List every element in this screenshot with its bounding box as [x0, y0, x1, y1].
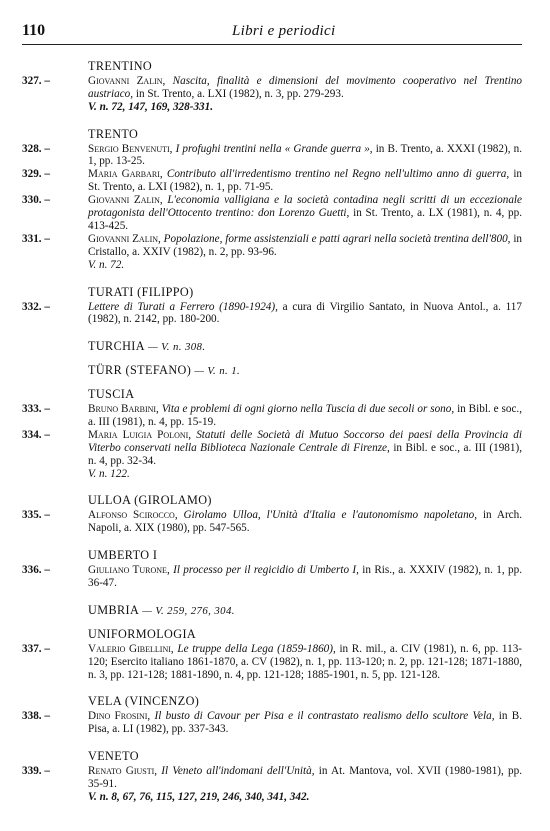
entry-author: Alfonso Scirocco, — [88, 509, 178, 522]
entry — [22, 233, 522, 272]
entry-title: Il Veneto all'indomani dell'Unità, — [161, 765, 315, 778]
cross-reference: — V. n. 1. — [191, 365, 241, 378]
entry-details: in At. Mantova, vol. XVII (1980-1981), pp. 35-91. — [88, 765, 523, 790]
heading-text: UMBRIA — [88, 602, 140, 617]
entry-number: 332. – — [22, 300, 50, 313]
entry-details: in Ris., a. XXXIV (1982), n. 1, pp. 36-47. — [88, 564, 523, 589]
section-heading: UNIFORMOLOGIA — [88, 626, 197, 641]
bibliography-list — [22, 60, 522, 818]
section-heading: UMBERTO I — [88, 548, 158, 563]
entry-author: Renato Giusti, — [88, 765, 158, 778]
entry-number: 329. – — [22, 168, 50, 181]
entry — [22, 765, 522, 804]
entry-details: in St. Trento, a. LX (1981), n. 4, pp. 413-425. — [88, 207, 522, 232]
entry-number: 333. – — [22, 403, 50, 416]
entry-details: in St. Trento, a. LXI (1982), n. 3, pp. 279-293. — [135, 87, 344, 100]
section-heading: TURATI (FILIPPO) — [88, 284, 194, 299]
entry-author: Bruno Barbini, — [88, 403, 159, 416]
section-ulloa — [22, 494, 522, 535]
heading-text: TURCHIA — [88, 339, 145, 354]
entry-author: Giovanni Zalin, — [88, 74, 166, 87]
entry — [22, 564, 522, 590]
cross-reference: — V. 259, 276, 304. — [139, 604, 235, 617]
section-heading — [22, 604, 522, 618]
entry-number: 337. – — [22, 642, 50, 655]
entry — [22, 301, 522, 327]
entry-title: Girolamo Ulloa, l'Unità d'Italia e l'autonomismo napoletano, — [183, 509, 478, 522]
entry — [22, 194, 522, 233]
section-uniformologia — [22, 628, 522, 682]
entry-details: in R. mil., a. CIV (1981), n. 6, pp. 113-120; Esercito italiano 1861-1870, a. CV (1982), n. 1, pp. 113-120; n. 2, pp. 121-128; 1871-1880, n. 3, pp. 121-128; 1881-1890, n. 4, pp. 121-128; 1885-1901, n. 5, pp. 121-128. — [88, 642, 523, 681]
section-vela — [22, 695, 522, 736]
entry-details: in Cristallo, a. XXIV (1982), n. 2, pp. 93-96. — [88, 232, 523, 258]
entry-author: Dino Frosini, — [88, 710, 151, 723]
entry — [22, 643, 522, 682]
entry-title: Nascita, finalità e dimensioni del movimento cooperativo nel Trentino austriaco, — [88, 74, 523, 100]
heading-text: TÜRR (STEFANO) — [88, 363, 192, 378]
section-heading: TUSCIA — [88, 387, 135, 402]
section-veneto — [22, 750, 522, 804]
cross-reference: — V. n. 308. — [144, 341, 206, 354]
entry-title: Il processo per il regicidio di Umberto I, — [173, 564, 359, 577]
section-heading — [22, 364, 522, 378]
entry — [22, 403, 522, 429]
entry-author: Giovanni Zalin, — [88, 194, 163, 207]
section-turchia — [22, 340, 522, 354]
section-heading — [22, 340, 522, 354]
section-umbria — [22, 604, 522, 618]
section-umberto — [22, 549, 522, 590]
entry — [22, 168, 522, 194]
section-tuscia — [22, 388, 522, 480]
entry-see-also: V. n. 72, 147, 169, 328-331. — [88, 100, 214, 113]
section-turati — [22, 286, 522, 327]
entry-author: Sergio Benvenuti, — [88, 142, 173, 155]
running-head — [22, 22, 522, 45]
entry-author: Maria Garbari, — [88, 168, 163, 181]
entry-details: in Arch. Napoli, a. XIX (1980), pp. 547-565. — [88, 509, 523, 535]
section-heading: TRENTINO — [88, 59, 153, 73]
entry-author: Giovanni Zalin, — [88, 232, 161, 245]
entry — [22, 509, 522, 535]
entry-title: Vita e problemi di ogni giorno nella Tuscia di due secoli or sono, — [161, 403, 455, 416]
entry — [22, 143, 522, 169]
entry-number: 334. – — [22, 428, 50, 441]
entry-see-also: V. n. 72. — [88, 258, 125, 271]
entry-title: Lettere di Turati a Ferrero (1890-1924), — [88, 300, 278, 313]
entry — [22, 429, 522, 481]
page-number: 110 — [22, 22, 46, 39]
section-turr — [22, 364, 522, 378]
section-trento — [22, 128, 522, 272]
entry — [22, 710, 522, 736]
entry-details: in Bibl. e soc., a. III (1981), n. 4, pp. 32-34. — [88, 441, 522, 467]
section-heading: VENETO — [88, 749, 139, 764]
section-heading: ULLOA (GIROLAMO) — [88, 493, 212, 508]
section-trentino — [22, 60, 522, 114]
entry-details: a cura di Virgilio Santato, in Nuova Antol., a. 117 (1982), n. 2142, pp. 180-200. — [88, 300, 522, 326]
entry-see-also: V. n. 122. — [88, 467, 130, 480]
entry-title: I profughi trentini nella « Grande guerra », — [175, 142, 373, 155]
entry-details: in St. Trento, a. LXI (1982), n. 1, pp. 71-95. — [88, 168, 523, 194]
entry-author: Maria Luigia Poloni, — [88, 428, 192, 441]
entry-number: 328. – — [22, 142, 50, 155]
entry-details: in Bibl. e soc., a. III (1981), n. 4, pp. 15-19. — [88, 403, 523, 428]
entry-title: Statuti delle Società di Mutuo Soccorso dei paesi della Provincia di Viterbo conservati nella Biblioteca Nazionale Centrale di Firenze, — [88, 428, 522, 454]
entry-number: 335. – — [22, 509, 50, 522]
section-heading: TRENTO — [88, 126, 139, 141]
entry-author: Valerio Gibellini, — [88, 642, 174, 655]
entry-details: in B. Trento, a. XXXI (1982), n. 1, pp. 13-25. — [88, 142, 522, 168]
entry-number: 331. – — [22, 232, 50, 245]
entry — [22, 75, 522, 114]
entry-title: Il busto di Cavour per Pisa e il contrastato realismo dello scultore Vela, — [154, 710, 495, 723]
entry-author: Giuliano Turone, — [88, 564, 170, 577]
entry-number: 338. – — [22, 710, 50, 723]
entry-see-also: V. n. 8, 67, 76, 115, 127, 219, 246, 340, 341, 342. — [88, 790, 310, 803]
entry-number: 339. – — [22, 765, 50, 778]
entry-title: L'economia valligiana e la società contadina negli scritti di un eccezionale protagonista dell'Ottocento trentino: don Lorenzo Guetti, — [88, 194, 522, 220]
entry-title: Le truppe della Lega (1859-1860), — [177, 642, 336, 655]
entry-details: in B. Pisa, a. LI (1982), pp. 337-343. — [88, 710, 522, 736]
section-heading: VELA (VINCENZO) — [88, 694, 200, 709]
entry-number: 330. – — [22, 194, 50, 207]
journal-title: Libri e periodici — [232, 23, 336, 39]
entry-number: 327. – — [22, 74, 50, 87]
entry-title: Contributo all'irredentismo trentino nel Regno nell'ultimo anno di guerra, — [166, 168, 510, 181]
entry-number: 336. – — [22, 564, 50, 577]
entry-title: Popolazione, forme assistenziali e patti agrari nella società trentina dell'800, — [163, 232, 511, 245]
